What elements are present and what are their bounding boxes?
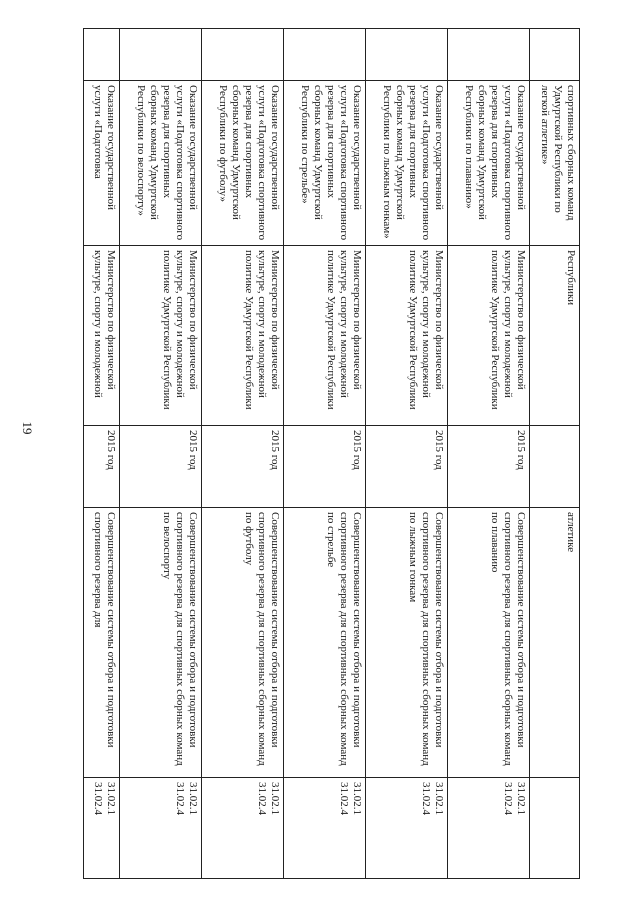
cell-service: Оказание государственной услуги «Подготовка спортивного резерва для спортивных сборных команд Удмуртской Республики по лыжным гонкам» (366, 81, 448, 246)
cell-codes: 31.02.1 31.02.4 (202, 778, 284, 879)
table-row (530, 29, 580, 879)
cell-goal: Совершенствование системы отбора и подготовки спортивного резерва для спортивных сборных команд по стрельбе (284, 508, 366, 778)
cell-ministry: Министерство по физической культуре, спорту и молодежной политике Удмуртской Республики (284, 246, 366, 426)
cell-year: 2015 год (366, 426, 448, 508)
cell-goal: Совершенствование системы отбора и подготовки спортивного резерва для спортивных сборных команд по велоспорту (120, 508, 202, 778)
cell-goal: Совершенствование системы отбора и подготовки спортивного резерва для спортивных сборных команд по плаванию (448, 508, 530, 778)
cell-service: Оказание государственной услуги «Подготовка спортивного резерва для спортивных сборных команд Удмуртской Республики по плаванию» (448, 81, 530, 246)
cell-codes: 31.02.1 31.02.4 (448, 778, 530, 879)
cell-ministry: Министерство по физической культуре, спорту и молодежной политике Удмуртской Республики (120, 246, 202, 426)
cell-ministry: Министерство по физической культуре, спорту и молодежной политике Удмуртской Республики (448, 246, 530, 426)
cell-ministry: Министерство по физической культуре, спорту и молодежной политике Удмуртской Республики (366, 246, 448, 426)
cell-year: 2015 год (120, 426, 202, 508)
cell-service: Оказание государственной услуги «Подготовка спортивного резерва для спортивных сборных команд Удмуртской Республики по стрельбе» (284, 81, 366, 246)
table-row (84, 29, 120, 879)
table-row (284, 29, 366, 879)
cell-num (202, 29, 284, 81)
cell-codes: 31.02.1 31.02.4 (120, 778, 202, 879)
table-row (448, 29, 530, 879)
cell-ministry: Министерство по физической культуре, спорту и молодежной политике Удмуртской Республики (202, 246, 284, 426)
cell-year: 2015 год (448, 426, 530, 508)
rotated-table-container (60, 28, 580, 878)
cell-num (120, 29, 202, 81)
cell-goal: атлетике (530, 508, 580, 778)
cell-goal: Совершенствование системы отбора и подготовки спортивного резерва для (84, 508, 120, 778)
cell-year (530, 426, 580, 508)
measures-table (83, 28, 580, 879)
page-number: 19 (20, 421, 35, 435)
cell-year: 2015 год (202, 426, 284, 508)
cell-codes: 31.02.1 31.02.4 (366, 778, 448, 879)
cell-year: 2015 год (284, 426, 366, 508)
cell-ministry: Министерство по физической культуре, спорту и молодежной (84, 246, 120, 426)
cell-goal: Совершенствование системы отбора и подготовки спортивного резерва для спортивных сборных команд по футболу (202, 508, 284, 778)
cell-codes (530, 778, 580, 879)
cell-codes: 31.02.1 31.02.4 (284, 778, 366, 879)
table-row (120, 29, 202, 879)
cell-ministry: Республики (530, 246, 580, 426)
cell-year: 2015 год (84, 426, 120, 508)
cell-num (366, 29, 448, 81)
cell-service: спортивных сборных команд Удмуртской Республики по легкой атлетике» (530, 81, 580, 246)
cell-service: Оказание государственной услуги «Подготовка (84, 81, 120, 246)
cell-codes: 31.02.1 31.02.4 (84, 778, 120, 879)
cell-service: Оказание государственной услуги «Подготовка спортивного резерва для спортивных сборных команд Удмуртской Республики по велоспорту» (120, 81, 202, 246)
cell-goal: Совершенствование системы отбора и подготовки спортивного резерва для спортивных сборных команд по лыжным гонкам (366, 508, 448, 778)
table-row (202, 29, 284, 879)
table-row (366, 29, 448, 879)
cell-num (530, 29, 580, 81)
cell-num (284, 29, 366, 81)
cell-num (448, 29, 530, 81)
cell-num (84, 29, 120, 81)
cell-service: Оказание государственной услуги «Подготовка спортивного резерва для спортивных сборных команд Удмуртской Республики по футболу» (202, 81, 284, 246)
